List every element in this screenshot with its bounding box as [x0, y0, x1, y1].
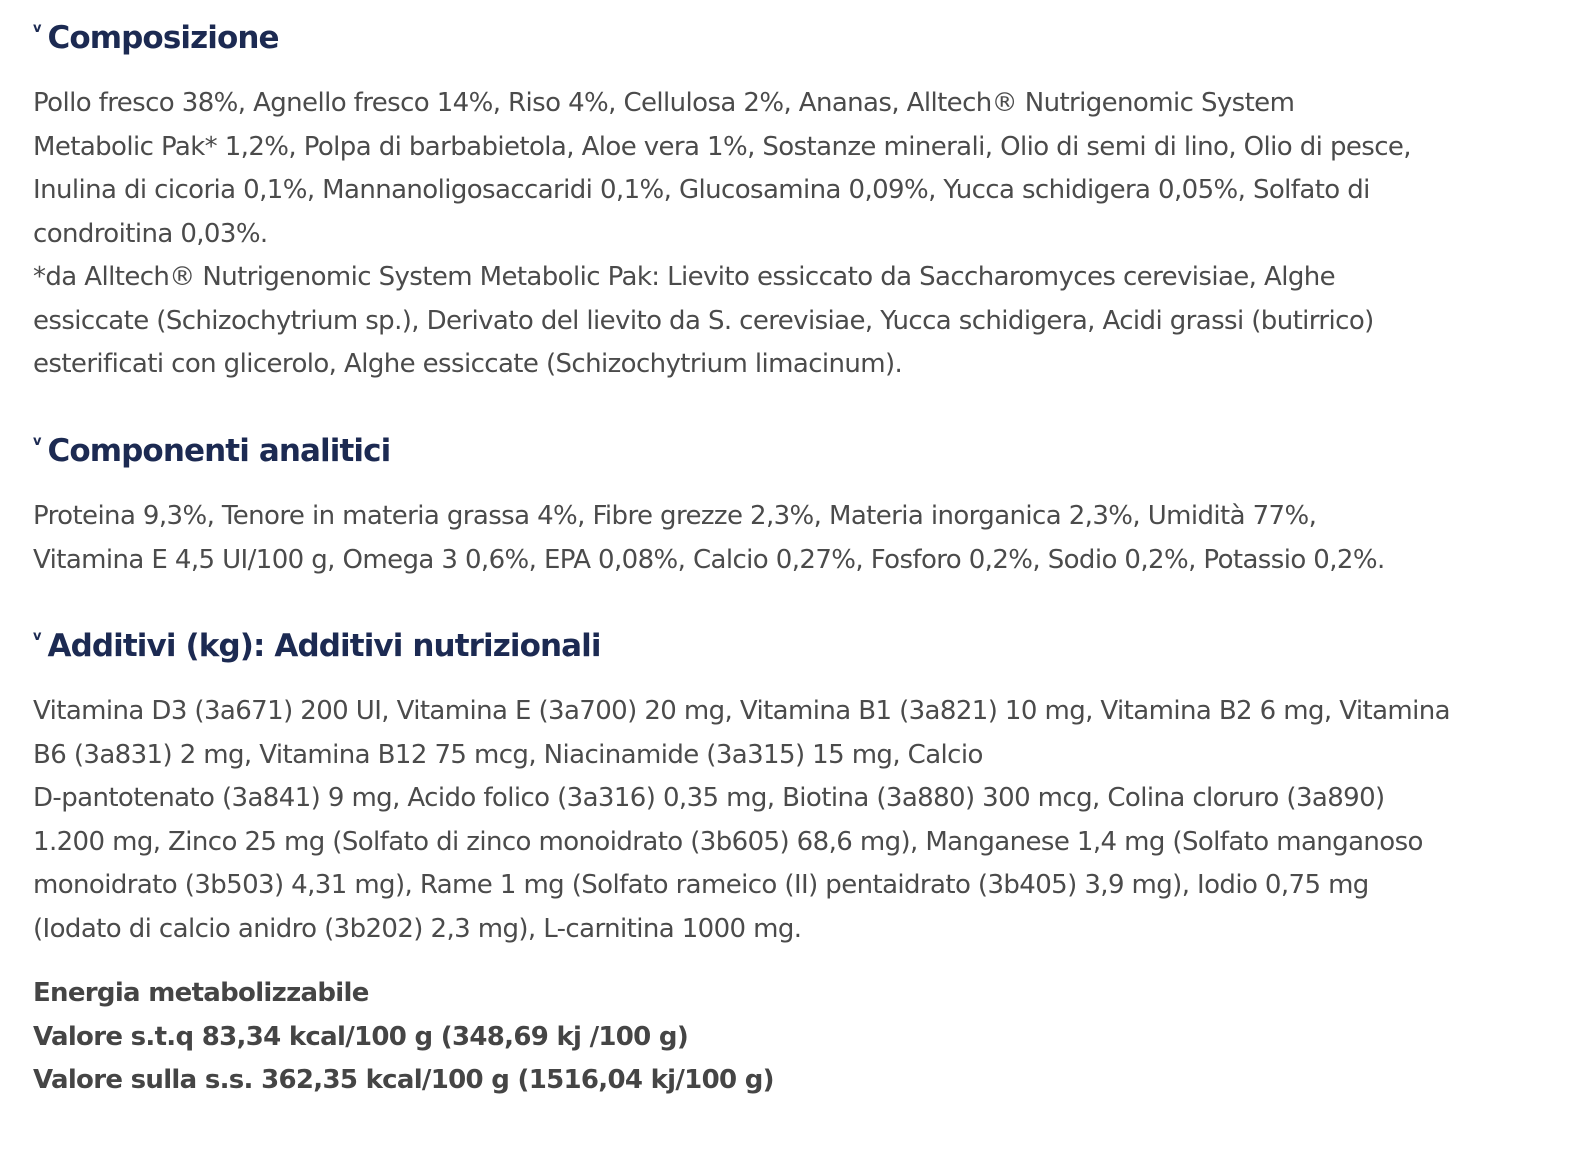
text-line: Inulina di cicoria 0,1%, Mannanoligosaccaridi 0,1%, Glucosamina 0,09%, Yucca schidigera 0,05%, Solfato di	[33, 175, 1370, 205]
text-line: D-pantotenato (3a841) 9 mg, Acido folico (3a316) 0,35 mg, Biotina (3a880) 300 mcg, Colina cloruro (3a890)	[33, 783, 1385, 813]
text-line: Proteina 9,3%, Tenore in materia grassa 4%, Fibre grezze 2,3%, Materia inorganica 2,3%, Umidità 77%,	[33, 501, 1317, 531]
text-line: *da Alltech® Nutrigenomic System Metabolic Pak: Lievito essiccato da Saccharomyces cerevisiae, Alghe	[33, 262, 1336, 292]
text-line: monoidrato (3b503) 4,31 mg), Rame 1 mg (Solfato rameico (II) pentaidrato (3b405) 3,9 mg), Iodio 0,75 mg	[33, 870, 1369, 900]
additivi-header[interactable]	[33, 626, 1548, 666]
energy-value-ss: Valore sulla s.s. 362,35 kcal/100 g (1516,04 kj/100 g)	[33, 1065, 774, 1095]
section-composizione	[33, 18, 1548, 387]
text-line: 1.200 mg, Zinco 25 mg (Solfato di zinco monoidrato (3b605) 68,6 mg), Manganese 1,4 mg (Solfato manganoso	[33, 826, 1423, 857]
componenti-analitici-header[interactable]	[33, 431, 1548, 471]
composizione-text	[33, 82, 1548, 387]
section-title: Additivi (kg): Additivi nutrizionali	[47, 628, 601, 664]
text-line: B6 (3a831) 2 mg, Vitamina B12 75 mcg, Niacinamide (3a315) 15 mg, Calcio	[33, 739, 983, 770]
text-line: (Iodato di calcio anidro (3b202) 2,3 mg), L-carnitina 1000 mg.	[33, 913, 802, 944]
text-line: Vitamina D3 (3a671) 200 UI, Vitamina E (3a700) 20 mg, Vitamina B1 (3a821) 10 mg, Vitamina B2 6 mg, Vitamina	[33, 696, 1450, 726]
chevron-down-icon: v	[33, 629, 42, 644]
energy-block	[33, 972, 1548, 1103]
chevron-down-icon: v	[33, 434, 42, 449]
text-line: Pollo fresco 38%, Agnello fresco 14%, Riso 4%, Cellulosa 2%, Ananas, Alltech® Nutrigenomic System	[33, 88, 1295, 118]
text-line: Metabolic Pak* 1,2%, Polpa di barbabietola, Aloe vera 1%, Sostanze minerali, Olio di semi di lino, Olio di pesce,	[33, 131, 1411, 162]
section-title: Componenti analitici	[47, 433, 391, 469]
composizione-header[interactable]	[33, 18, 1548, 58]
section-title: Composizione	[47, 20, 279, 56]
energy-heading: Energia metabolizzabile	[33, 978, 369, 1008]
componenti-analitici-text	[33, 495, 1548, 582]
section-additivi	[33, 626, 1548, 951]
additivi-text	[33, 690, 1548, 951]
chevron-down-icon: v	[33, 21, 42, 36]
text-line: condroitina 0,03%.	[33, 218, 268, 249]
section-componenti-analitici	[33, 431, 1548, 582]
text-line: essiccate (Schizochytrium sp.), Derivato del lievito da S. cerevisiae, Yucca schidigera, Acidi grassi (butirrico)	[33, 305, 1374, 336]
energy-value-stq: Valore s.t.q 83,34 kcal/100 g (348,69 kj /100 g)	[33, 1021, 689, 1052]
text-line: Vitamina E 4,5 UI/100 g, Omega 3 0,6%, EPA 0,08%, Calcio 0,27%, Fosforo 0,2%, Sodio 0,2%, Potassio 0,2%.	[33, 544, 1385, 575]
text-line: esterificati con glicerolo, Alghe essiccate (Schizochytrium limacinum).	[33, 349, 903, 379]
